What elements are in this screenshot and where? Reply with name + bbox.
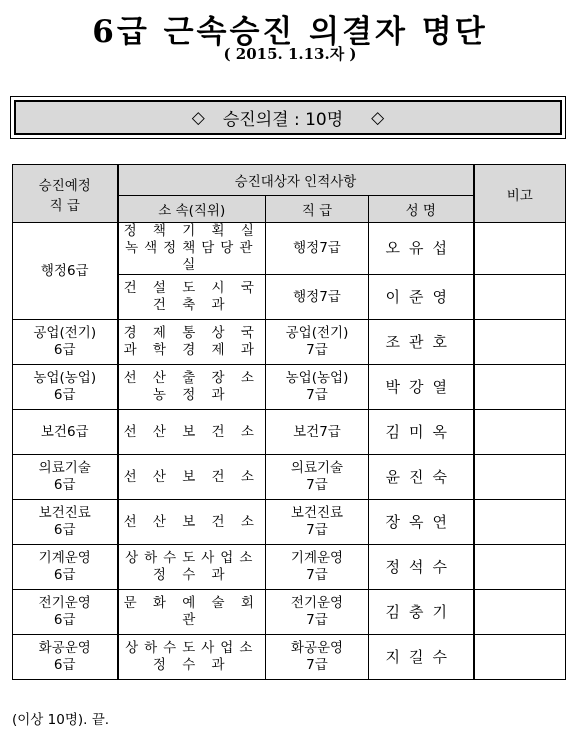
name-cell: 김충기 — [369, 590, 474, 635]
remarks-cell — [474, 545, 566, 590]
department-cell: 선 산 보 건 소 — [118, 410, 266, 455]
name-cell: 장옥연 — [369, 500, 474, 545]
department-cell: 선 산 보 건 소 — [118, 500, 266, 545]
document-footer: (이상 10명). 끝. — [12, 712, 110, 728]
table-row — [13, 500, 566, 545]
header-current-grade: 직 급 — [266, 196, 369, 223]
current-grade-cell: 보건7급 — [266, 410, 369, 455]
name-cell: 지길수 — [369, 635, 474, 680]
header-name: 성 명 — [369, 196, 474, 223]
department-cell: 문 화 예 술 회 관 — [118, 590, 266, 635]
remarks-cell — [474, 320, 566, 365]
name-cell: 박강열 — [369, 365, 474, 410]
current-grade-cell: 화공운영 7급 — [266, 635, 369, 680]
table-row — [13, 590, 566, 635]
current-grade-cell: 농업(농업) 7급 — [266, 365, 369, 410]
target-grade-cell: 화공운영 6급 — [13, 635, 118, 680]
diamond-icon-right: ◇ — [371, 107, 385, 128]
current-grade-cell: 의료기술 7급 — [266, 455, 369, 500]
remarks-cell — [474, 635, 566, 680]
department-cell: 선 산 보 건 소 — [118, 455, 266, 500]
current-grade-cell: 행정7급 — [266, 223, 369, 275]
remarks-cell — [474, 223, 566, 275]
target-grade-cell: 농업(농업) 6급 — [13, 365, 118, 410]
name-cell: 오유섭 — [369, 223, 474, 275]
remarks-cell — [474, 500, 566, 545]
target-grade-cell: 보건6급 — [13, 410, 118, 455]
target-grade-cell: 보건진료 6급 — [13, 500, 118, 545]
name-cell: 조관호 — [369, 320, 474, 365]
current-grade-cell: 행정7급 — [266, 275, 369, 320]
roster-body — [13, 223, 566, 680]
current-grade-cell: 기계운영 7급 — [266, 545, 369, 590]
target-grade-cell: 전기운영 6급 — [13, 590, 118, 635]
name-cell: 정석수 — [369, 545, 474, 590]
table-row — [13, 635, 566, 680]
table-row — [13, 455, 566, 500]
current-grade-cell: 보건진료 7급 — [266, 500, 369, 545]
header-department: 소 속(직위) — [118, 196, 266, 223]
department-cell: 상하수도사업소 정 수 과 — [118, 545, 266, 590]
promotion-roster-table — [12, 164, 566, 680]
header-candidate-info: 승진대상자 인적사항 — [118, 165, 474, 196]
current-grade-cell: 공업(전기) 7급 — [266, 320, 369, 365]
name-cell: 이준영 — [369, 275, 474, 320]
remarks-cell — [474, 455, 566, 500]
target-grade-cell: 공업(전기) 6급 — [13, 320, 118, 365]
name-cell: 김미옥 — [369, 410, 474, 455]
target-grade-cell: 행정6급 — [13, 223, 118, 320]
target-grade-cell: 기계운영 6급 — [13, 545, 118, 590]
document-title: 6급 근속승진 의결자 명단 — [92, 14, 488, 50]
remarks-cell — [474, 365, 566, 410]
current-grade-cell: 전기운영 7급 — [266, 590, 369, 635]
department-cell: 건 설 도 시 국 건 축 과 — [118, 275, 266, 320]
department-cell: 정 책 기 획 실 녹색정책담당관실 — [118, 223, 266, 275]
banner-label: 승진의결 : 10명 — [222, 110, 344, 130]
remarks-cell — [474, 275, 566, 320]
header-remarks: 비고 — [474, 165, 566, 223]
diamond-icon-left: ◇ — [191, 107, 205, 128]
department-cell: 상하수도사업소 정 수 과 — [118, 635, 266, 680]
department-cell: 선 산 출 장 소 농 정 과 — [118, 365, 266, 410]
table-row — [13, 320, 566, 365]
document-date: ( 2015. 1.13.자 ) — [223, 45, 357, 63]
header-target-grade: 승진예정 직 급 — [13, 165, 118, 223]
table-row — [13, 410, 566, 455]
target-grade-cell: 의료기술 6급 — [13, 455, 118, 500]
remarks-cell — [474, 590, 566, 635]
department-cell: 경 제 통 상 국 과 학 경 제 과 — [118, 320, 266, 365]
summary-banner — [10, 96, 566, 139]
remarks-cell — [474, 410, 566, 455]
name-cell: 윤진숙 — [369, 455, 474, 500]
table-row — [13, 223, 566, 275]
table-row — [13, 545, 566, 590]
table-row — [13, 365, 566, 410]
